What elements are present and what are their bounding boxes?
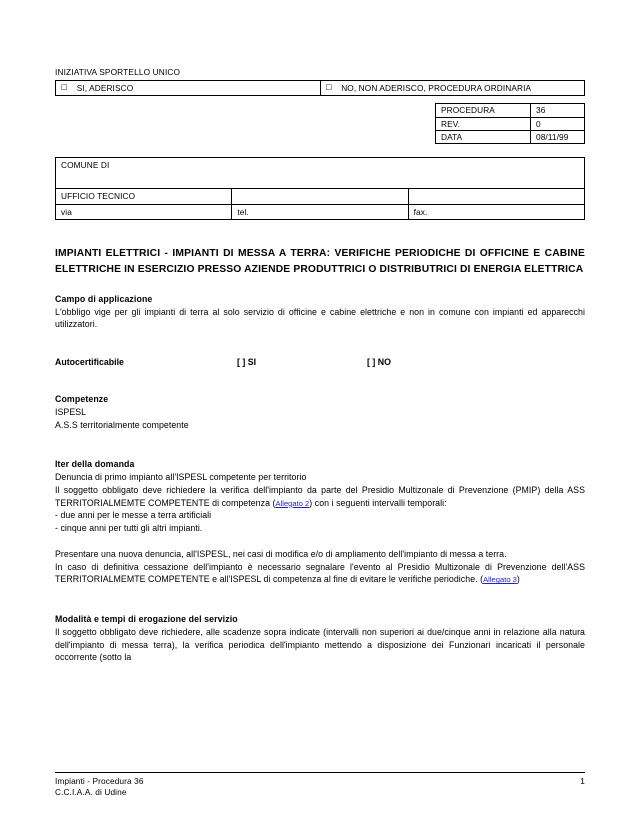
ufficio-tecnico-cell: UFFICIO TECNICO bbox=[56, 189, 232, 204]
section-paragraph: L'obbligo vige per gli impianti di terra al solo servizio di officine e cabine elettriche e non in comune con impianti ed apparecchi utilizzatori. bbox=[55, 306, 585, 330]
iter-paragraph-2 bbox=[55, 484, 585, 510]
section-competenze bbox=[55, 393, 585, 431]
procedura-table bbox=[435, 103, 585, 144]
option-label-si: SI, ADERISCO bbox=[76, 82, 134, 93]
checkbox-icon[interactable]: □ bbox=[325, 83, 333, 92]
via-cell[interactable]: via bbox=[56, 204, 232, 219]
section-iter-della-domanda bbox=[55, 458, 585, 586]
footer-line-1: Impianti - Procedura 36 bbox=[55, 776, 144, 786]
autocertificabile-option-no[interactable]: [ ] NO bbox=[367, 357, 391, 368]
section-heading: Competenze bbox=[55, 394, 109, 405]
header-caption: INIZIATIVA SPORTELLO UNICO bbox=[55, 67, 181, 77]
section-campo-di-applicazione bbox=[55, 293, 585, 331]
option-cell-no[interactable] bbox=[320, 80, 585, 95]
section-heading: Modalità e tempi di erogazione del servizio bbox=[55, 614, 238, 625]
autocertificabile-option-si[interactable]: [ ] SI bbox=[237, 357, 257, 368]
table-row bbox=[56, 80, 585, 95]
iter-para4-after: ) bbox=[516, 574, 520, 585]
option-label-no: NO, NON ADERISCO, PROCEDURA ORDINARIA bbox=[341, 82, 532, 93]
option-cell-si[interactable] bbox=[56, 80, 321, 95]
comune-di-cell[interactable]: COMUNE DI bbox=[56, 158, 585, 189]
iter-bullet-1: - due anni per le messe a terra artificiali bbox=[55, 510, 212, 521]
fax-cell[interactable]: fax. bbox=[408, 204, 584, 219]
section-modalita-e-tempi bbox=[55, 613, 585, 664]
checkbox-icon[interactable]: □ bbox=[61, 83, 68, 92]
page-footer bbox=[55, 772, 585, 798]
iter-paragraph-4 bbox=[55, 561, 585, 587]
iter-paragraph-3: Presentare una nuova denuncia, all'ISPESL, nei casi di modifica e/o di ampliamento dell'impianto di messa a terra. bbox=[55, 548, 507, 559]
procedura-value: 36 bbox=[531, 104, 585, 117]
table-row bbox=[56, 204, 585, 219]
section-paragraph: Il soggetto obbligato deve richiedere, alle scadenze sopra indicate (intervalli non superiori ai due/cinque anni in relazione alla natura dell'impianto di messa terra), la verifica periodica dell'impianto mettendo a disposizione dei Funzionari incaricati il personale occorrente (sotto la bbox=[55, 626, 585, 663]
page-title: IMPIANTI ELETTRICI - IMPIANTI DI MESSA A TERRA: VERIFICHE PERIODICHE DI OFFICINE E CABINE ELETTRICHE IN ESERCIZIO PRESSO AZIENDE PRODUTTRICI O DISTRIBUTRICI DI ENERGIA ELETTRICA bbox=[55, 248, 585, 275]
table-row bbox=[56, 158, 585, 189]
table-row bbox=[436, 117, 585, 130]
procedura-table-wrapper bbox=[55, 103, 585, 144]
table-row bbox=[56, 189, 585, 204]
section-heading: Campo di applicazione bbox=[55, 293, 153, 304]
footer-line-2: C.C.I.A.A. di Udine bbox=[55, 787, 127, 798]
ufficio-tecnico-cell-2[interactable] bbox=[232, 189, 408, 204]
ufficio-tecnico-cell-3[interactable] bbox=[408, 189, 584, 204]
procedura-key: PROCEDURA bbox=[436, 104, 531, 117]
iter-line-1: Denuncia di primo impianto all'ISPESL competente per territorio bbox=[55, 472, 307, 483]
data-key: DATA bbox=[436, 131, 531, 144]
footer-left bbox=[55, 776, 144, 798]
sportello-unico-table bbox=[55, 80, 585, 96]
iter-para2-before: Il soggetto obbligato deve richiedere la verifica dell'impianto da parte del Presidio Multizonale di Prevenzione (PMIP) della ASS TERRITORIALMEMTE COMPETENTE di competenza ( bbox=[55, 484, 585, 508]
footer-content bbox=[55, 773, 585, 798]
table-row bbox=[436, 131, 585, 144]
iter-para4-before: In caso di definitiva cessazione dell'impianto è necessario segnalare l'evento al Presidio Multizonale di Prevenzione dell'ASS TERRITORIALMEMTE COMPETENTE e all'ISPESL di competenza al fine di evitare le verifiche periodiche. ( bbox=[55, 561, 585, 585]
rev-value: 0 bbox=[531, 117, 585, 130]
autocertificabile-label: Autocertificabile bbox=[55, 357, 124, 368]
autocertificabile-row bbox=[55, 357, 585, 367]
allegato-2-link[interactable]: Allegato 2 bbox=[275, 498, 310, 508]
spacer bbox=[55, 535, 585, 548]
rev-key: REV. bbox=[436, 117, 531, 130]
table-row bbox=[436, 104, 585, 117]
allegato-3-link[interactable]: Allegato 3 bbox=[483, 575, 517, 585]
comune-table bbox=[55, 157, 585, 220]
page-number: 1 bbox=[580, 776, 585, 786]
tel-cell[interactable]: tel. bbox=[232, 204, 408, 219]
section-heading: Iter della domanda bbox=[55, 459, 135, 470]
competenze-line-1: ISPESL bbox=[55, 406, 87, 417]
iter-bullet-2: - cinque anni per tutti gli altri impianti. bbox=[55, 523, 203, 534]
data-value: 08/11/99 bbox=[531, 131, 585, 144]
document-content bbox=[55, 68, 585, 664]
iter-para2-after: ) con i seguenti intervalli temporali: bbox=[309, 497, 447, 508]
competenze-line-2: A.S.S territorialmente competente bbox=[55, 419, 189, 430]
